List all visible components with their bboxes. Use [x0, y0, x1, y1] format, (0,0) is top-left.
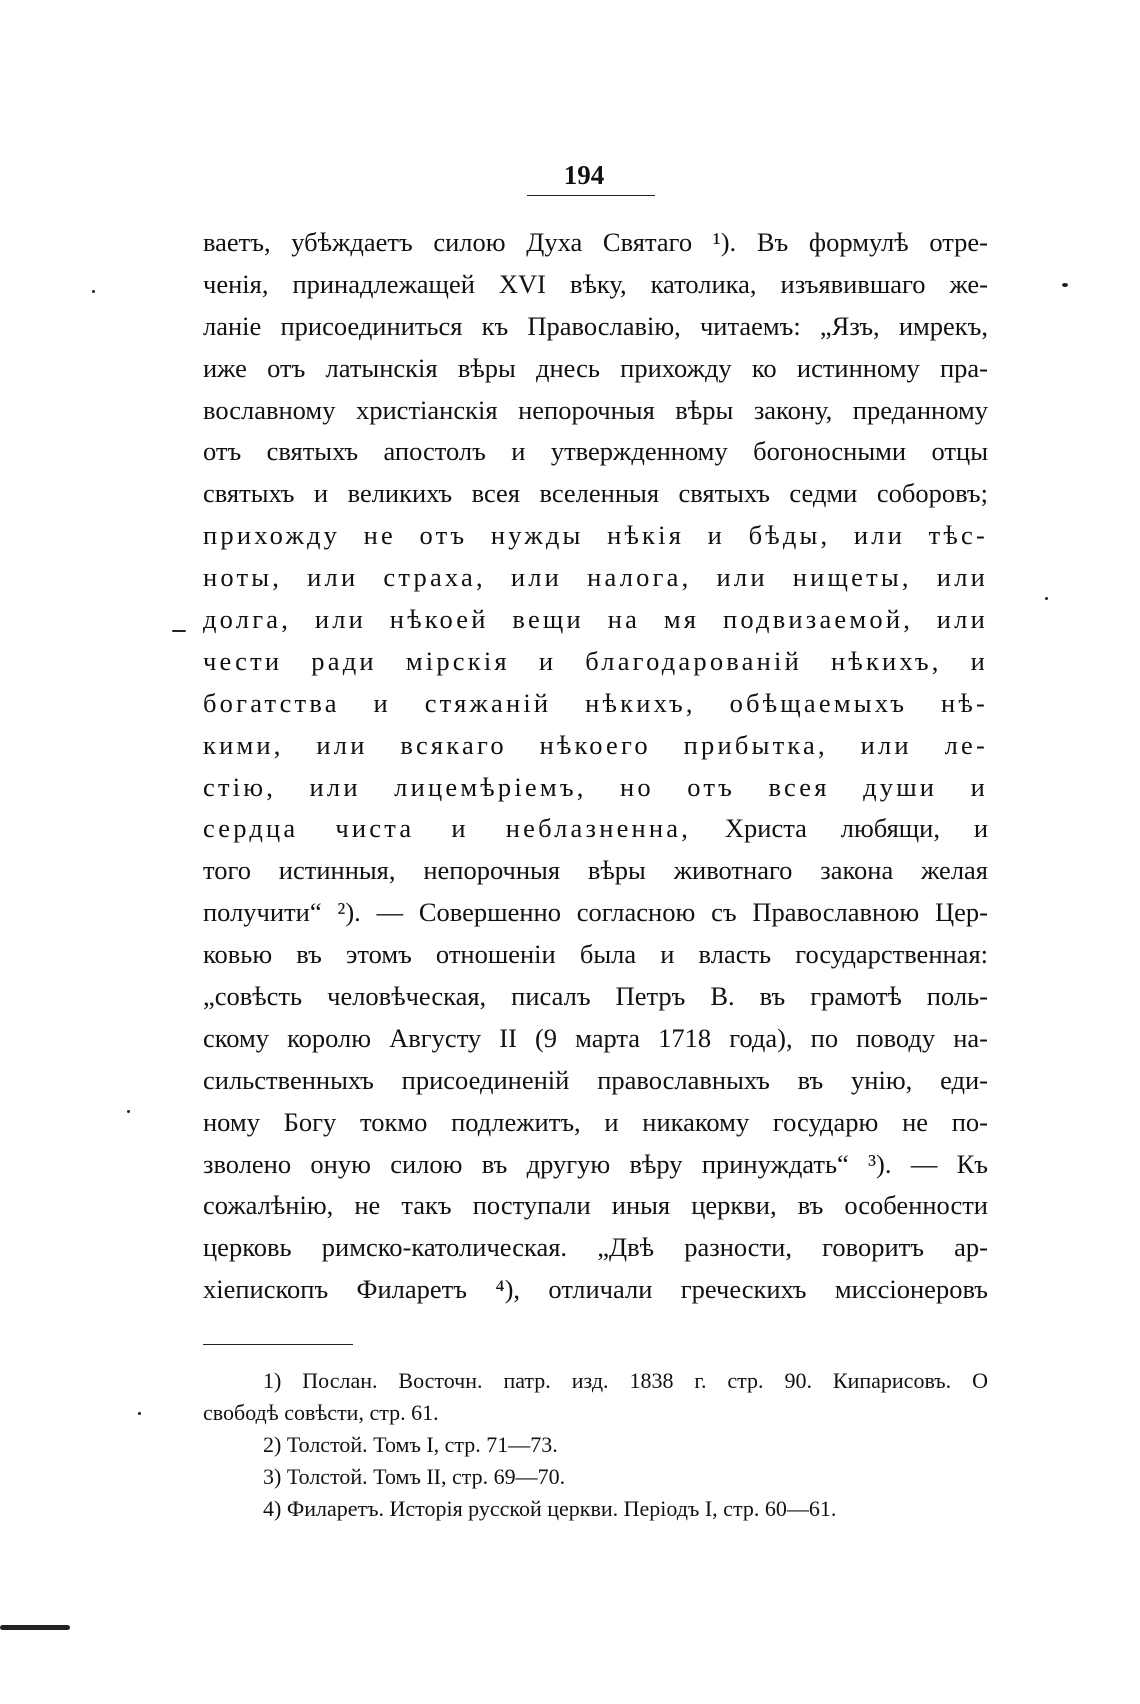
body-line: сильственныхъ присоединеній православныхъ въ унію, еди-	[203, 1064, 988, 1095]
footnote-rule	[203, 1344, 353, 1345]
footnotes	[203, 1365, 988, 1525]
scan-speck	[1045, 597, 1048, 600]
body-line: церковь римско-католическая. „Двѣ разности, говоритъ ар-	[203, 1232, 988, 1263]
scan-speck	[1062, 283, 1068, 287]
spaced-line: ноты, или страха, или налога, или нищеты, или	[203, 562, 988, 593]
body-line: хіепископъ Филаретъ ⁴), отличали греческихъ миссіонеровъ	[203, 1274, 988, 1305]
footnote-2: 2) Толстой. Томъ I, стр. 71—73.	[263, 1432, 558, 1457]
footnote-1-cont: свободѣ совѣсти, стр. 61.	[203, 1400, 439, 1425]
spaced-line: стію, или лицемѣріемъ, но отъ всея души и	[203, 771, 988, 802]
body-line: ваетъ, убѣждаетъ силою Духа Святаго ¹). Въ формулѣ отре-	[203, 227, 988, 257]
spaced-line: долга, или нѣкоей вещи на мя подвизаемой, или	[203, 604, 988, 635]
scan-speck	[138, 1412, 141, 1415]
scan-speck	[0, 1625, 70, 1630]
body-line: ченія, принадлежащей XVI вѣку, католика, изъявившаго же-	[203, 268, 988, 299]
footnote-3: 3) Толстой. Томъ II, стр. 69—70.	[263, 1464, 566, 1489]
mixed-line	[203, 808, 988, 850]
scan-speck	[92, 290, 95, 293]
mixed-line-spaced: сердца чиста и неблазненна,	[203, 813, 692, 844]
spaced-line: прихожду не отъ нужды нѣкія и бѣды, или тѣс-	[203, 520, 988, 551]
body-line: иже отъ латынскія вѣры днесь прихожду ко истинному пра-	[203, 352, 988, 383]
scan-speck	[127, 1110, 130, 1113]
body-line: скому королю Августу II (9 марта 1718 года), по поводу на-	[203, 1022, 988, 1053]
footnote-1: 1) Послан. Восточн. патр. изд. 1838 г. стр. 90. Кипарисовъ. О	[263, 1368, 988, 1393]
body-line: зволено оную силою въ другую вѣру принуждать“ ³). — Къ	[203, 1148, 988, 1179]
body-line: получити“ ²). — Совершенно согласною съ Православною Цер-	[203, 897, 988, 928]
body-line: „совѣсть человѣческая, писалъ Петръ В. въ грамотѣ поль-	[203, 981, 988, 1012]
spaced-line: чести ради мірскія и благодарованій нѣкихъ, и	[203, 645, 988, 676]
body-line: ланіе присоединиться къ Православію, читаемъ: „Язъ, имрекъ,	[203, 310, 988, 341]
footnote-4: 4) Филаретъ. Исторія русской церкви. Періодъ I, стр. 60—61.	[263, 1496, 837, 1521]
body-line: отъ святыхъ апостолъ и утвержденному богоносными отцы	[203, 436, 988, 467]
body-line: сожалѣнію, не такъ поступали иныя церкви, въ особенности	[203, 1190, 988, 1221]
page-number-rule	[527, 195, 655, 196]
spaced-line: кими, или всякаго нѣкоего прибытка, или ле-	[203, 729, 988, 760]
body-line: ному Богу токмо подлежитъ, и никакому государю не по-	[203, 1106, 988, 1137]
body-line: того истинныя, непорочныя вѣры животнаго закона желая	[203, 855, 988, 886]
scan-speck	[172, 630, 186, 632]
body-line: святыхъ и великихъ всея вселенныя святыхъ седми соборовъ;	[203, 478, 988, 509]
mixed-line-normal: Христа любящи, и	[724, 813, 988, 844]
body-line: вославному христіанскія непорочныя вѣры закону, преданному	[203, 394, 988, 425]
spaced-line: богатства и стяжаній нѣкихъ, обѣщаемыхъ нѣ-	[203, 687, 988, 718]
page-number: 194	[563, 160, 605, 190]
body-text	[203, 222, 988, 1311]
body-line: ковью въ этомъ отношеніи была и власть государственная:	[203, 939, 988, 970]
spaced-quotation	[203, 515, 988, 808]
